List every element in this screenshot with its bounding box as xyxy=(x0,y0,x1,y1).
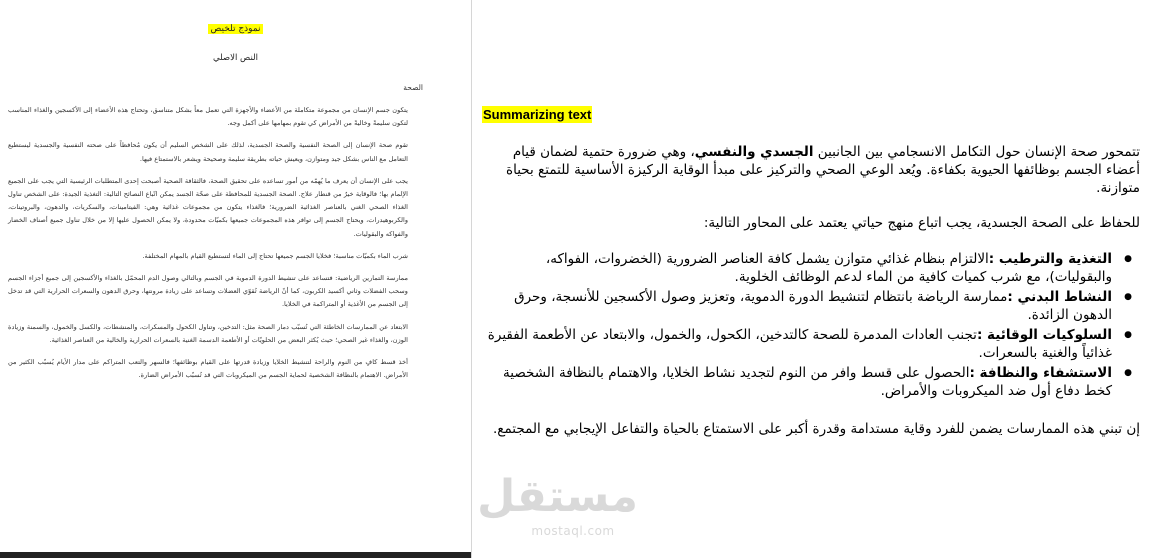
bullet-item-prevention xyxy=(480,326,1112,362)
bullet-term: النشاط البدني : xyxy=(1007,289,1112,305)
original-body xyxy=(8,104,408,391)
bullet-term: الاستشفاء والنظافة : xyxy=(969,365,1112,381)
summary-bullet-list xyxy=(480,250,1140,400)
summary-page xyxy=(472,0,1158,558)
original-paragraph-5: ممارسة التمارين الرياضية: فتساعد على تنشيط الدورة الدموية في الجسم وبالتالي وصول الدم المحمّل بالغذاء والأكسجين إلى جميع أجزاء الجسم وسحب الفضلات وثاني أكسيد الكربون، كما أنّ الرياضة تُقوّي العضلات وتساعد على زيادة مرونتها، وحرق الدهون والسعرات الحرارية التي قد تدخل إلى الجسم من الأغذية أو المتراكمة في الخلايا. xyxy=(8,274,408,309)
watermark-logo: مستقل xyxy=(477,471,638,522)
summary-intro-part1: تتمحور صحة الإنسان حول التكامل الانسجامي بين الجانبين xyxy=(813,144,1140,160)
bullet-text: الحصول على قسط وافر من النوم لتجديد نشاط الخلايا، والاهتمام بالنظافة الشخصية كخط دفاع أول ضد الميكروبات والأمراض. xyxy=(503,365,1112,399)
document-title xyxy=(0,24,471,34)
original-heading: الصحة xyxy=(403,83,423,92)
bullet-text: تجنب العادات المدمرة للصحة كالتدخين، الكحول، والخمول، والابتعاد عن الأطعمة الفقيرة غذائياً والغنية بالسعرات. xyxy=(487,327,1112,361)
summary-lead: للحفاظ على الصحة الجسدية، يجب اتباع منهج حياتي يعتمد على المحاور التالية: xyxy=(703,215,1140,231)
summary-body xyxy=(480,143,1140,438)
watermark-url: mostaql.com xyxy=(531,524,615,538)
summary-intro xyxy=(480,143,1140,197)
summary-intro-part2: ، وهي ضرورة حتمية لضمان قيام أعضاء الجسم بوظائفها الحيوية بكفاءة. ويُعد الوعي الصحي والتركيز على مبدأ الوقاية الركيزة الأساسية للتمتع بحياة متوازنة. xyxy=(506,144,1140,196)
summary-intro-bold: الجسدي والنفسي xyxy=(694,144,814,160)
bullet-text: ممارسة الرياضة بانتظام لتنشيط الدورة الدموية، وتعزيز وصول الأكسجين للأنسجة، وحرق الدهون الزائدة. xyxy=(514,289,1112,323)
bullet-term: السلوكيات الوقائية : xyxy=(976,327,1112,343)
bullet-item-recovery xyxy=(480,364,1112,400)
summary-title: Summarizing text xyxy=(483,107,592,122)
original-text-page xyxy=(0,0,472,558)
original-paragraph-3: يجب على الإنسان أن يعرف ما يُهمّه من أمور تساعده على تحقيق الصحة، فالثقافة الصحية أصبحت إحدى المتطلبات الرئيسية التي يجب على الجميع الإلمام بها؛ فالوقاية خيرٌ من قنطار علاج. الصحة الجسدية للمحافظة على صحّة الجسد يمكن اتّباع النصائح التالية: التغذية الجيدة: على الشخص تناول الغذاء الصحي الغني بالعناصر الغذائية الضرورية؛ فالغذاء يتكون من مجموعات غذائية وهي: الفيتامينات، والسكريات، والدهون، والبروتينات، والكربوهيدرات، ويحتاج الجسم إلى توافر هذه المجموعات جميعها بكميّات محدودة، ولا يمكن الحصول عليها إلا من خلال تناول جميع أصناف الخضار والفواكه والبقوليات. xyxy=(8,176,408,238)
bullet-item-nutrition xyxy=(480,250,1112,286)
summary-conclusion: إن تبني هذه الممارسات يضمن للفرد وقاية مستدامة وقدرة أكبر على الاستمتاع بالحياة والتفاعل الإيجابي مع المجتمع. xyxy=(493,421,1140,437)
document-title-highlight: نموذج تلخيص xyxy=(210,24,261,34)
original-paragraph-1: يتكون جسم الإنسان من مجموعة متكاملة من الأعضاء والأجهزة التي تعمل معاً بشكل متناسق، وتحتاج هذه الأعضاء إلى الأكسجين والغذاء المناسب لتكون سليمةً وخاليةً من الأمراض كي تقوم بمهامها على أكمل وجه. xyxy=(8,106,408,128)
page-bottom-bar xyxy=(0,552,471,558)
original-paragraph-6: الابتعاد عن الممارسات الخاطئة التي تُسبّب دمار الصحة مثل: التدخين، وتناول الكحول والمسكرات، والمنشطات، والكسل والخمول، والسمنة وزيادة الوزن، والغذاء غير الصحي؛ حيث يُكثر البعض من الحلويّات أو الأطعمة الدسمة الغنية بالسعرات الحرارية والخالية من العناصر الغذائية. xyxy=(8,322,408,344)
original-paragraph-2: تقوم صحة الإنسان إلى الصحة النفسية والصحة الجسدية، لذلك على الشخص السليم أن يكون مُحافظاً على صحته النفسية والجسدية ليستطيع التعامل مع الناس بشكل جيد ومتوازن، ويعيش حياته بطريقة سليمة وصحيحة ويشعر بالاستمتاع فيها. xyxy=(8,141,408,163)
bullet-term: التغذية والترطيب : xyxy=(988,251,1112,267)
bullet-text: الالتزام بنظام غذائي متوازن يشمل كافة العناصر الضرورية (الخضروات، الفواكه، والبقوليات)، مع شرب كميات كافية من الماء لدعم الوظائف الخلوية. xyxy=(545,251,1112,285)
bullet-item-activity xyxy=(480,288,1112,324)
original-paragraph-4: شرب الماء بكميّات مناسبة؛ فخلايا الجسم جميعها تحتاج إلى الماء لتستطيع القيام بالمهام المختلفة. xyxy=(142,251,408,260)
original-paragraph-7: أخذ قسط كافٍ من النوم والراحة لتنشيط الخلايا وزيادة قدرتها على القيام بوظائفها؛ فالسهر والتعب المتراكم على مدار الأيام يُسبّب الكثير من الأمراض. الاهتمام بالنظافة الشخصية لحماية الجسم من الميكروبات التي قد تُسبّب الأمراض الضارة. xyxy=(8,358,408,380)
original-text-label: النص الاصلي xyxy=(213,53,258,63)
